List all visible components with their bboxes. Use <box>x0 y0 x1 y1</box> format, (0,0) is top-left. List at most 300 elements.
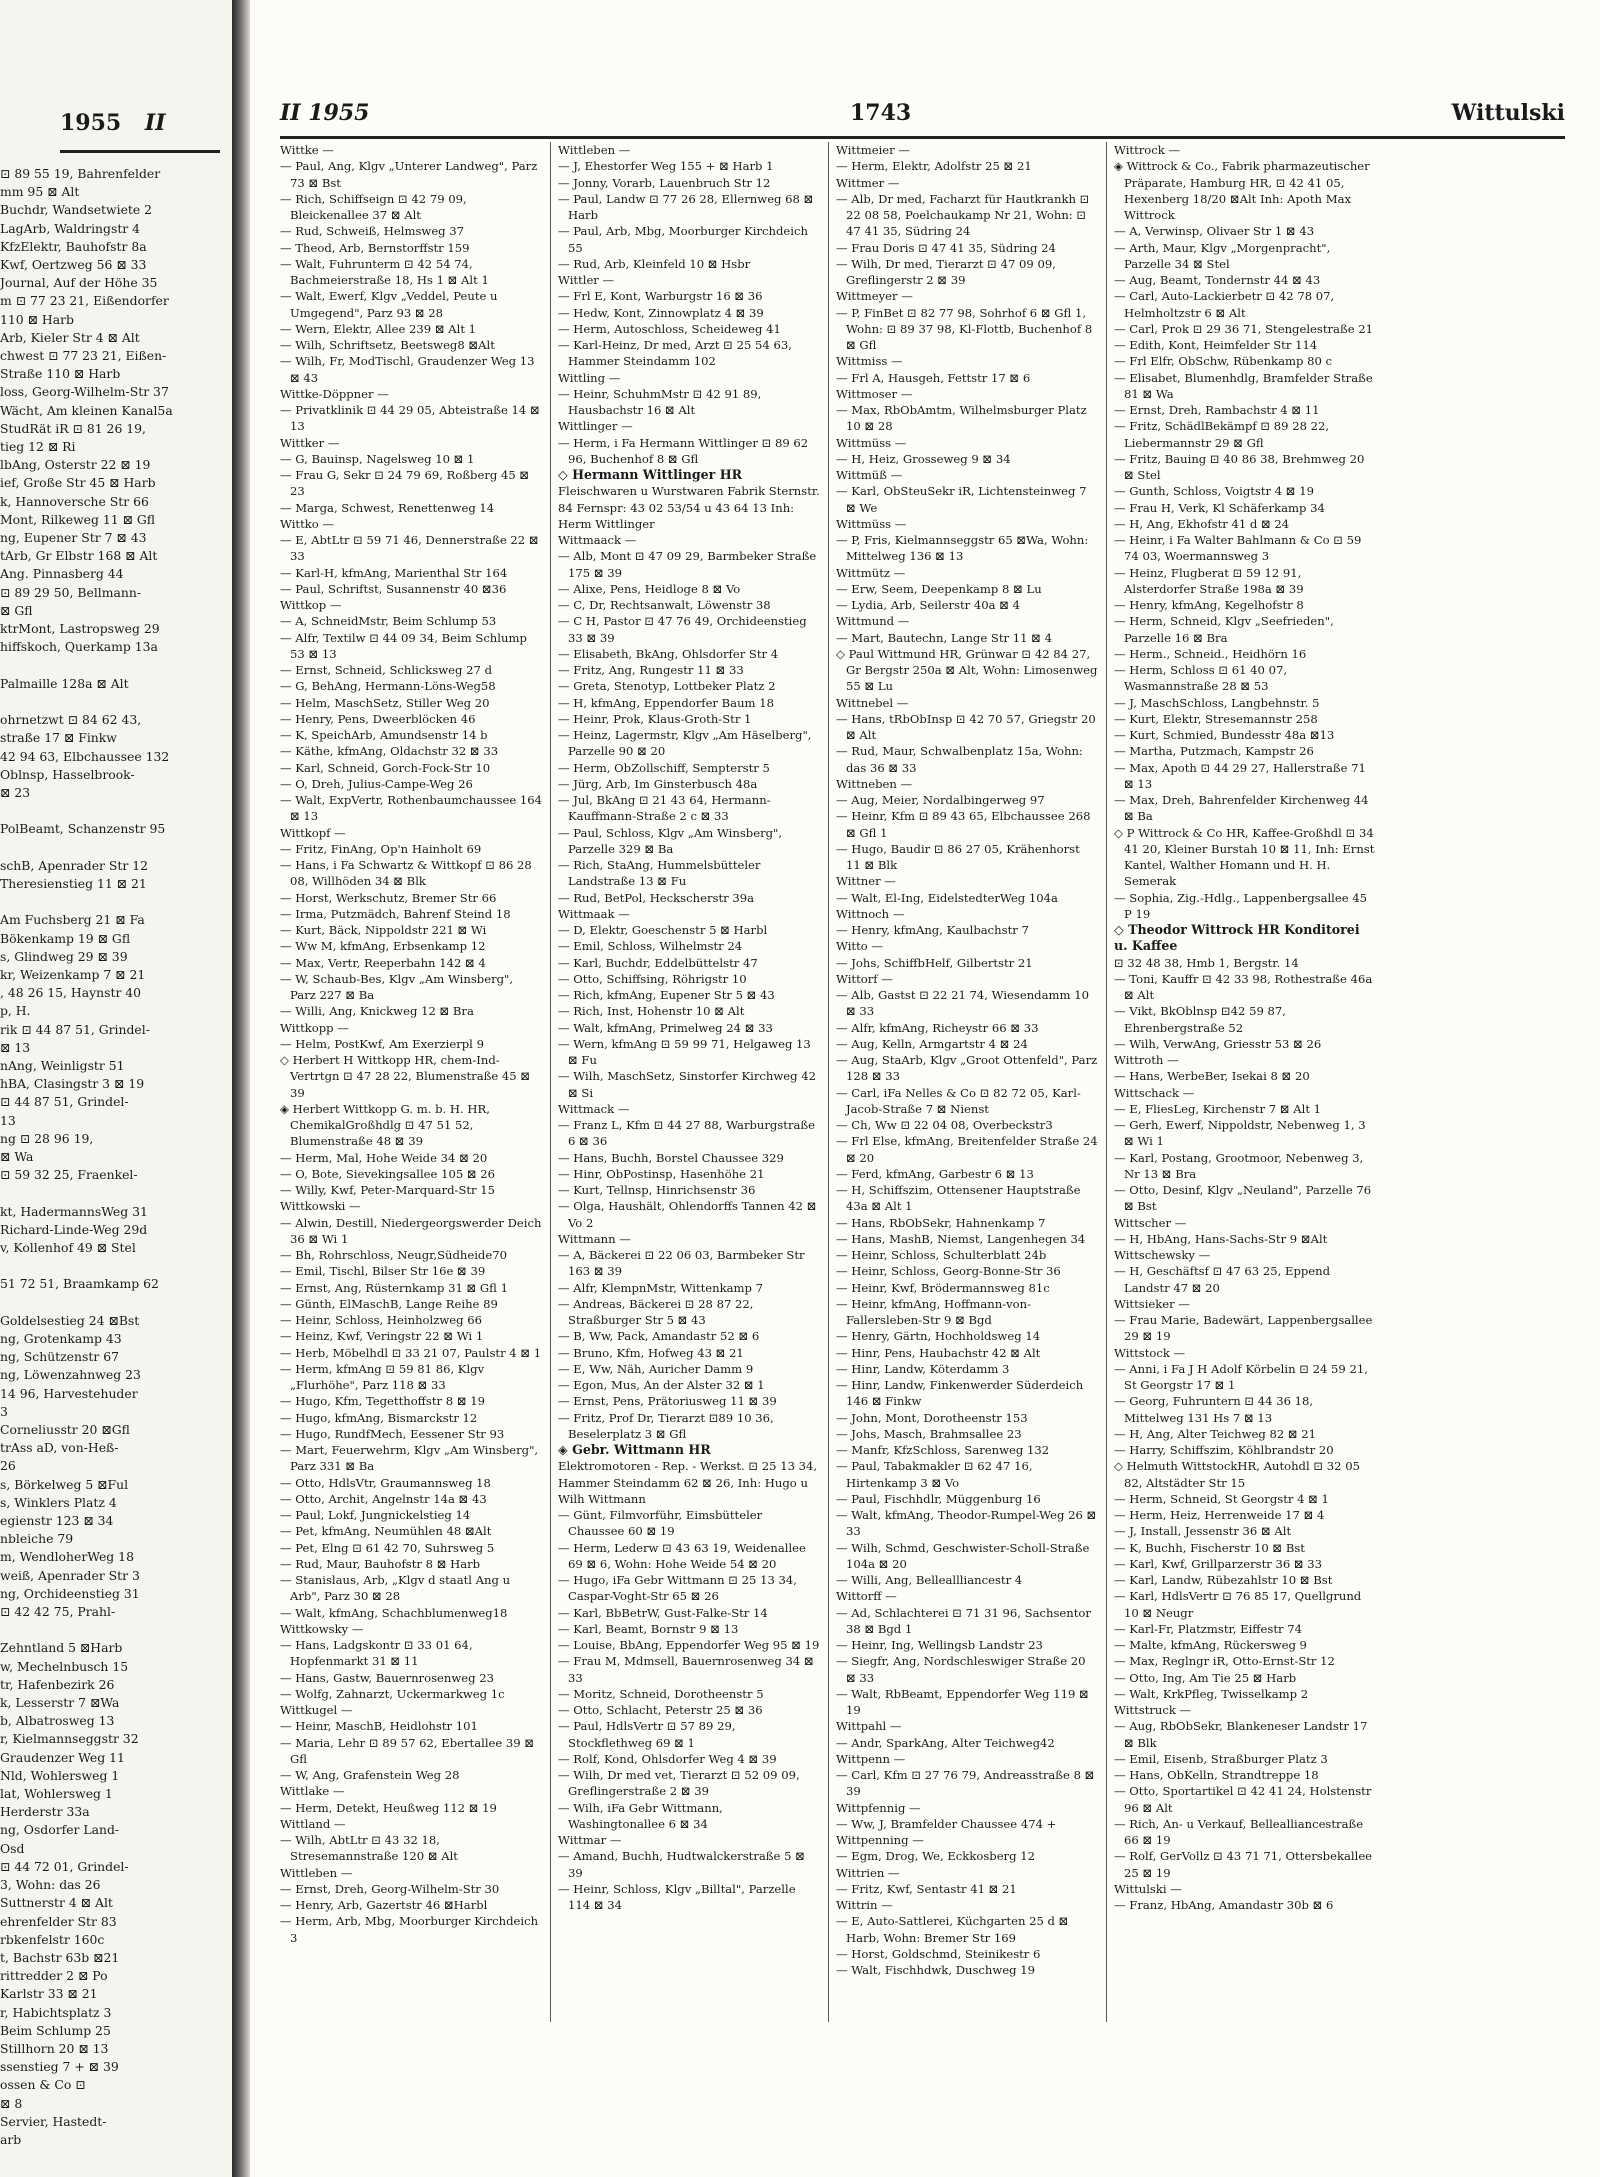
directory-entry: — Fritz, Kwf, Sentastr 41 ⊠ 21 <box>836 1881 1017 1896</box>
directory-entry: — Karl-H, kfmAng, Marienthal Str 164 <box>280 565 508 580</box>
directory-entry: — B, Ww, Pack, Amandastr 52 ⊠ 6 <box>558 1329 760 1344</box>
directory-entry: — Paul, Tabakmakler ⊡ 62 47 16, Hirtenkamp 3 ⊠ Vo <box>836 1459 1033 1490</box>
left-page-line: Corneliusstr 20 ⊠Gfl <box>0 1422 130 1438</box>
directory-entry: — Hugo, Baudir ⊡ 86 27 05, Krähenhorst 11 ⊠ Blk <box>836 841 1080 872</box>
left-page-line: ⊠ 13 <box>0 1039 31 1055</box>
left-page-line: Bökenkamp 19 ⊠ Gfl <box>0 930 131 946</box>
directory-entry: — Wilh, Schmd, Geschwister-Scholl-Straße 104a ⊠ 20 <box>836 1540 1090 1571</box>
directory-entry: — Henry, Arb, Gazertstr 46 ⊠Harbl <box>280 1898 488 1912</box>
directory-entry: — Walt, Fischhdwk, Duschweg 19 <box>836 1963 1036 1977</box>
surname-heading: Wittleben — <box>558 143 631 157</box>
directory-entry: — Lydia, Arb, Seilerstr 40a ⊠ 4 <box>836 598 1021 612</box>
directory-entry: — J, Install, Jessenstr 36 ⊠ Alt <box>1114 1524 1292 1539</box>
directory-entry: — Heinr, Schloss, Georg-Bonne-Str 36 <box>836 1264 1061 1279</box>
directory-entry: — Karl, Kwf, Grillparzerstr 36 ⊠ 33 <box>1114 1556 1323 1571</box>
directory-entry: — Gerh, Ewerf, Nippoldstr, Nebenweg 1, 3 ⊠ Wi 1 <box>1114 1118 1366 1149</box>
column-rule <box>1106 142 1107 2022</box>
business-advert-detail: Elektromotoren - Rep. - Werkst. ⊡ 25 13 34, Hammer Steindamm 62 ⊠ 26, Inh: Hugo u Wilh Wittmann <box>558 1459 818 1506</box>
directory-entry: — Herm, Autoschloss, Scheideweg 41 <box>558 321 781 336</box>
directory-entry: — Karl, Beamt, Bornstr 9 ⊠ 13 <box>558 1621 739 1636</box>
left-page-fragment <box>0 0 233 2177</box>
directory-entry: — Paul, Schloss, Klgv „Am Winsberg", Parzelle 329 ⊠ Ba <box>558 825 783 856</box>
directory-entry: — K, Buchh, Fischerstr 10 ⊠ Bst <box>1114 1540 1305 1555</box>
surname-heading: Wittmütz — <box>836 565 906 580</box>
directory-entry: — Max, Apoth ⊡ 44 29 27, Hallerstraße 71 ⊠ 13 <box>1114 760 1366 791</box>
directory-entry: — Hans, Ladgskontr ⊡ 33 01 64, Hopfenmarkt 31 ⊠ 11 <box>280 1638 473 1669</box>
surname-heading: Wittker — <box>280 435 340 450</box>
directory-entry: — Wilh, Schriftsetz, Beetsweg8 ⊠Alt <box>280 338 495 352</box>
left-page-column <box>0 165 222 2149</box>
surname-heading: Wittmoser — <box>836 386 913 401</box>
business-advert-title: ◇ Theodor Wittrock HR Konditorei u. Kaffee <box>1114 922 1360 954</box>
surname-heading: Wittmann — <box>558 1231 631 1246</box>
left-page-line: r, Kielmannseggstr 32 <box>0 1731 139 1747</box>
directory-entry: — Käthe, kfmAng, Oldachstr 32 ⊠ 33 <box>280 744 499 759</box>
surname-heading: Wittmaack — <box>558 533 637 547</box>
directory-entry: — Willy, Kwf, Peter-Marquard-Str 15 <box>280 1183 496 1197</box>
directory-entry: — Herm, Detekt, Heußweg 112 ⊠ 19 <box>280 1800 497 1815</box>
surname-heading: Wittmeier — <box>836 143 910 157</box>
directory-entry: — A, Bäckerei ⊡ 22 06 03, Barmbeker Str 163 ⊠ 39 <box>558 1248 805 1279</box>
directory-entry: — Fritz, Ang, Rungestr 11 ⊠ 33 <box>558 663 744 677</box>
directory-entry: — Jonny, Vorarb, Lauenbruch Str 12 <box>558 175 771 190</box>
directory-entry: — Hans, RbObSekr, Hahnenkamp 7 <box>836 1215 1046 1230</box>
surname-heading: Wittpenning — <box>836 1833 924 1847</box>
business-advert-title: ◈ Gebr. Wittmann HR <box>558 1442 711 1457</box>
left-page-line <box>0 693 222 711</box>
directory-entry: — Herm., Schneid., Heidhörn 16 <box>1114 646 1307 661</box>
directory-entry: — Herm, i Fa Hermann Wittlinger ⊡ 89 62 96, Buchenhof 8 ⊠ Gfl <box>558 435 809 466</box>
directory-entry: — Elisabet, Blumenhdlg, Bramfelder Straße 81 ⊠ Wa <box>1114 370 1373 401</box>
left-page-line: m ⊡ 77 23 21, Eißendorfer <box>0 293 169 309</box>
directory-entry: — Heinr, Schloss, Klgv „Billtal", Parzelle 114 ⊠ 34 <box>558 1881 796 1912</box>
directory-entry: — Anni, i Fa J H Adolf Körbelin ⊡ 24 59 21, St Georgstr 17 ⊠ 1 <box>1114 1361 1368 1392</box>
left-page-line: Kwf, Oertzweg 56 ⊠ 33 <box>0 257 147 273</box>
left-page-line: KfzElektr, Bauhofstr 8a <box>0 238 147 254</box>
directory-entry: — Heinr, Prok, Klaus-Groth-Str 1 <box>558 711 752 726</box>
directory-entry: — Wern, kfmAng ⊡ 59 99 71, Helgaweg 13 ⊠ Fu <box>558 1036 811 1067</box>
directory-entry: — Frau G, Sekr ⊡ 24 79 69, Roßberg 45 ⊠ 23 <box>280 468 530 499</box>
directory-entry: — Herm, Schloss ⊡ 61 40 07, Wasmannstraße 28 ⊠ 53 <box>1114 663 1288 694</box>
surname-heading: Wittmeyer — <box>836 289 913 304</box>
left-page-line: ⊡ 44 72 01, Grindel- <box>0 1858 129 1874</box>
directory-entry: — Wolfg, Zahnarzt, Uckermarkweg 1c <box>280 1686 505 1701</box>
directory-entry: — Ferd, kfmAng, Garbestr 6 ⊠ 13 <box>836 1166 1034 1181</box>
directory-entry: — Alb, Gastst ⊡ 22 21 74, Wiesendamm 10 ⊠ 33 <box>836 988 1089 1019</box>
directory-entry: — E, FliesLeg, Kirchenstr 7 ⊠ Alt 1 <box>1114 1101 1322 1116</box>
left-page-line: Herderstr 33a <box>0 1804 90 1820</box>
directory-entry: — Sophia, Zig.-Hdlg., Lappenbergsallee 45 P 19 <box>1114 890 1368 921</box>
left-page-line: hiffskoch, Querkamp 13a <box>0 639 158 655</box>
directory-entry: — Heinr, SchuhmMstr ⊡ 42 91 89, Hausbachstr 16 ⊠ Alt <box>558 386 762 417</box>
directory-entry: — Paul, Fischhdlr, Müggenburg 16 <box>836 1491 1041 1506</box>
directory-entry: ◇ Herbert H Wittkopp HR, chem-Ind-Vertrtgn ⊡ 47 28 22, Blumenstraße 45 ⊠ 39 <box>280 1053 531 1100</box>
left-page-line <box>0 893 222 911</box>
directory-entry: — Kurt, Bäck, Nippoldstr 221 ⊠ Wi <box>280 923 487 937</box>
left-page-line: Am Fuchsberg 21 ⊠ Fa <box>0 912 145 928</box>
surname-heading: Wittorf — <box>836 971 893 986</box>
left-page-line: s, Glindweg 29 ⊠ 39 <box>0 948 128 964</box>
left-page-line: Ang. Pinnasberg 44 <box>0 566 124 582</box>
directory-entry: — Hugo, iFa Gebr Wittmann ⊡ 25 13 34, Caspar-Voght-Str 65 ⊠ 26 <box>558 1573 797 1604</box>
left-page-line: hBA, Clasingstr 3 ⊠ 19 <box>0 1076 145 1092</box>
directory-entry: — J, MaschSchloss, Langbehnstr. 5 <box>1114 695 1320 710</box>
left-page-line: rbkenfelstr 160c <box>0 1931 105 1947</box>
surname-heading: Wittschewsky — <box>1114 1248 1211 1262</box>
left-page-line <box>0 839 222 857</box>
directory-entry: — Carl, Auto-Lackierbetr ⊡ 42 78 07, Helmholtzstr 6 ⊠ Alt <box>1114 289 1335 320</box>
directory-entry: — Frau Doris ⊡ 47 41 35, Südring 24 <box>836 240 1056 255</box>
directory-entry: — Maria, Lehr ⊡ 89 57 62, Ebertallee 39 ⊠ Gfl <box>280 1735 535 1766</box>
directory-entry: — Manfr, KfzSchloss, Sarenweg 132 <box>836 1443 1050 1457</box>
directory-entry: — Vikt, BkOblnsp ⊡42 59 87, Ehrenbergstraße 52 <box>1114 1004 1286 1035</box>
surname-heading: Wittleben — <box>280 1865 353 1880</box>
left-page-line: ⊠ 8 <box>0 2095 23 2111</box>
left-page-line: tr, Hafenbezirk 26 <box>0 1676 115 1692</box>
left-page-line: ng, Orchideenstieg 31 <box>0 1585 140 1601</box>
surname-heading: Wittlinger — <box>558 419 633 434</box>
left-page-line: Zehntland 5 ⊠Harb <box>0 1640 123 1656</box>
surname-heading: Wittling — <box>558 370 621 385</box>
directory-entry: — W, Schaub-Bes, Klgv „Am Winsberg", Parz 227 ⊠ Ba <box>280 971 514 1002</box>
left-page-line: , 48 26 15, Haynstr 40 <box>0 985 142 1001</box>
directory-entry: — Max, RbObAmtm, Wilhelmsburger Platz 10 ⊠ 28 <box>836 403 1087 434</box>
surname-heading: Wittstruck — <box>1114 1703 1192 1717</box>
directory-entry: — Emil, Schloss, Wilhelmstr 24 <box>558 939 743 954</box>
directory-entry: — Frl Else, kfmAng, Breitenfelder Straße 24 ⊠ 20 <box>836 1134 1098 1165</box>
directory-entry: — Jürg, Arb, Im Ginsterbusch 48a <box>558 776 758 791</box>
surname-heading: Wittnebel — <box>836 695 909 710</box>
directory-entry: — Harry, Schiffszim, Köhlbrandstr 20 <box>1114 1443 1334 1457</box>
surname-heading: Wittkugel — <box>280 1703 353 1717</box>
left-page-line: Nld, Wohlersweg 1 <box>0 1767 120 1783</box>
directory-entry: — Georg, Fuhruntern ⊡ 44 36 18, Mittelweg 131 Hs 7 ⊠ 13 <box>1114 1394 1314 1425</box>
directory-entry: — Andreas, Bäckerei ⊡ 28 87 22, Straßburger Str 5 ⊠ 43 <box>558 1296 754 1327</box>
directory-entry: — Karl, Schneid, Gorch-Fock-Str 10 <box>280 760 491 775</box>
surname-heading: Wittmer — <box>836 175 900 190</box>
directory-entry: — Rolf, Kond, Ohlsdorfer Weg 4 ⊠ 39 <box>558 1751 777 1766</box>
directory-entry: — E, Ww, Näh, Auricher Damm 9 <box>558 1361 754 1376</box>
surname-heading: Wittpfennig — <box>836 1800 921 1815</box>
directory-entry: — Alb, Mont ⊡ 47 09 29, Barmbeker Straße 175 ⊠ 39 <box>558 549 817 580</box>
directory-entry: — Hugo, Kfm, Tegetthoffstr 8 ⊠ 19 <box>280 1394 485 1409</box>
surname-heading: Wittroth — <box>1114 1053 1179 1067</box>
directory-entry: — H, Ang, Ekhofstr 41 d ⊠ 24 <box>1114 516 1290 531</box>
left-page-line <box>0 656 222 674</box>
directory-entry: — Hans, MashB, Niemst, Langenhegen 34 <box>836 1231 1086 1246</box>
directory-entry: — Herm, Schneid, St Georgstr 4 ⊠ 1 <box>1114 1491 1329 1506</box>
directory-entry: — Heinr, Ing, Wellingsb Landstr 23 <box>836 1638 1043 1652</box>
directory-entry: — Henry, kfmAng, Kaulbachstr 7 <box>836 923 1029 937</box>
directory-entry: — K, SpeichArb, Amundsenstr 14 b <box>280 728 488 742</box>
directory-entry: — Hinr, Landw, Finkenwerder Süderdeich 146 ⊠ Finkw <box>836 1378 1084 1409</box>
directory-entry: — Rich, kfmAng, Eupener Str 5 ⊠ 43 <box>558 988 775 1002</box>
directory-entry: — Walt, Fuhrunterm ⊡ 42 54 74, Bachmeierstraße 18, Hs 1 ⊠ Alt 1 <box>280 256 489 287</box>
directory-entry: — Herm, Schneid, Klgv „Seefrieden", Parzelle 16 ⊠ Bra <box>1114 614 1334 645</box>
directory-entry: — Hans, Buchh, Borstel Chaussee 329 <box>558 1150 784 1165</box>
page-header-keyword: Wittulski <box>1451 100 1565 126</box>
directory-entry: — Wilh, Dr med vet, Tierarzt ⊡ 52 09 09, Greflingerstraße 2 ⊠ 39 <box>558 1768 800 1799</box>
directory-entry: — Ch, Ww ⊡ 22 04 08, Overbeckstr3 <box>836 1118 1053 1132</box>
directory-entry: — Jul, BkAng ⊡ 21 43 64, Hermann-Kauffmann-Straße 2 c ⊠ 33 <box>558 793 771 824</box>
directory-entry: — Karl, HdlsVertr ⊡ 76 85 17, Quellgrund 10 ⊠ Neugr <box>1114 1589 1362 1620</box>
left-page-line: Graudenzer Weg 11 <box>0 1749 125 1765</box>
directory-entry: — Hans, tRbObInsp ⊡ 42 70 57, Griegstr 20 ⊠ Alt <box>836 711 1096 742</box>
directory-entry: — Johs, SchiffbHelf, Gilbertstr 21 <box>836 955 1033 970</box>
directory-entry: — Karl, Landw, Rübezahlstr 10 ⊠ Bst <box>1114 1573 1333 1587</box>
directory-entry: — Otto, Desinf, Klgv „Neuland", Parzelle 76 ⊠ Bst <box>1114 1183 1372 1214</box>
left-page-line: PolBeamt, Schanzenstr 95 <box>0 821 166 837</box>
directory-entry: — Rich, Inst, Hohenstr 10 ⊠ Alt <box>558 1004 745 1019</box>
directory-entry: — D, Elektr, Goeschenstr 5 ⊠ Harbl <box>558 923 768 937</box>
surname-heading: Wittlake — <box>280 1784 345 1799</box>
directory-entry: — John, Mont, Dorotheenstr 153 <box>836 1410 1028 1425</box>
directory-entry: — Ww M, kfmAng, Erbsenkamp 12 <box>280 939 486 954</box>
directory-entry: — Alfr, kfmAng, Richeystr 66 ⊠ 33 <box>836 1020 1039 1035</box>
directory-entry: — Ernst, Schneid, Schlicksweg 27 d <box>280 663 492 677</box>
left-page-line: LagArb, Waldringstr 4 <box>0 220 141 236</box>
directory-entry: — Arth, Maur, Klgv „Morgenpracht", Parzelle 34 ⊠ Stel <box>1114 240 1331 271</box>
directory-entry: — Frl Elfr, ObSchw, Rübenkamp 80 c <box>1114 354 1333 369</box>
directory-entry: — Otto, Schiffsing, Röhrigstr 10 <box>558 971 747 986</box>
directory-entry: — Greta, Stenotyp, Lottbeker Platz 2 <box>558 679 776 694</box>
column-rule <box>550 142 551 2022</box>
surname-heading: Witto — <box>836 939 883 954</box>
directory-entry: — Heinr, i Fa Walter Bahlmann & Co ⊡ 59 74 03, Woermannsweg 3 <box>1114 533 1362 564</box>
directory-entry: — Heinz, Flugberat ⊡ 59 12 91, Alsterdorfer Straße 198a ⊠ 39 <box>1114 565 1304 596</box>
directory-entry: — Paul, Schriftst, Susannenstr 40 ⊠36 <box>280 581 507 596</box>
left-page-line: Buchdr, Wandsetwiete 2 <box>0 202 153 218</box>
directory-entry: — Irma, Putzmädch, Bahrenf Steind 18 <box>280 906 511 921</box>
column-rule <box>828 142 829 2022</box>
surname-heading: Wittkowski — <box>280 1199 361 1214</box>
directory-entry: — Walt, kfmAng, Theodor-Rumpel-Weg 26 ⊠ 33 <box>836 1508 1097 1539</box>
directory-entry: — Walt, Ewerf, Klgv „Veddel, Peute u Umgegend", Parz 93 ⊠ 28 <box>280 289 498 320</box>
left-page-line: nAng, Weinligstr 51 <box>0 1057 125 1073</box>
directory-entry: — P, Fris, Kielmannseggstr 65 ⊠Wa, Wohn: Mittelweg 136 ⊠ 13 <box>836 533 1089 564</box>
directory-entry: — H, kfmAng, Eppendorfer Baum 18 <box>558 695 774 710</box>
left-page-line: ⊡ 59 32 25, Fraenkel- <box>0 1167 138 1183</box>
directory-entry: — Herm, Elektr, Adolfstr 25 ⊠ 21 <box>836 159 1032 174</box>
directory-entry: ◇ Helmuth WittstockHR, Autohdl ⊡ 32 05 82, Altstädter Str 15 <box>1114 1459 1360 1490</box>
surname-heading: Wittrock — <box>1114 143 1181 157</box>
business-advert-detail: ⊡ 32 48 38, Hmb 1, Bergstr. 14 <box>1114 955 1299 970</box>
surname-heading: Wittmüss — <box>836 435 907 450</box>
surname-heading: Wittmack — <box>558 1101 630 1116</box>
directory-entry: — Wilh, iFa Gebr Wittmann, Washingtonallee 6 ⊠ 34 <box>558 1800 723 1831</box>
left-page-line: Richard-Linde-Weg 29d <box>0 1221 148 1237</box>
directory-entry: — Rud, Schweiß, Helmsweg 37 <box>280 224 465 239</box>
directory-entry: — Kurt, Schmied, Bundesstr 48a ⊠13 <box>1114 728 1335 742</box>
directory-entry: — Franz, HbAng, Amandastr 30b ⊠ 6 <box>1114 1898 1334 1912</box>
directory-entry: — J, Ehestorfer Weg 155 + ⊠ Harb 1 <box>558 159 774 174</box>
directory-entry: — Ernst, Dreh, Georg-Wilhelm-Str 30 <box>280 1881 500 1896</box>
directory-entry: — Horst, Goldschmd, Steinikestr 6 <box>836 1946 1041 1961</box>
left-page-line: ng, Grotenkamp 43 <box>0 1331 122 1346</box>
directory-entry: — Egm, Drog, We, Eckkosberg 12 <box>836 1849 1035 1864</box>
directory-entry: — C, Dr, Rechtsanwalt, Löwenstr 38 <box>558 598 771 612</box>
left-page-line: Wächt, Am kleinen Kanal5a <box>0 402 173 418</box>
left-page-line: ⊡ 89 55 19, Bahrenfelder <box>0 166 161 181</box>
directory-entry: — Heinr, Kwf, Brödermannsweg 81c <box>836 1280 1050 1295</box>
directory-entry: — Paul, Ang, Klgv „Unterer Landweg", Parz 73 ⊠ Bst <box>280 159 538 190</box>
left-page-line: schB, Apenrader Str 12 <box>0 857 148 873</box>
surname-heading: Wittorff — <box>836 1589 897 1604</box>
directory-entry: — Karl-Fr, Platzmstr, Eiffestr 74 <box>1114 1621 1302 1636</box>
directory-entry: — Andr, SparkAng, Alter Teichweg42 <box>836 1735 1055 1750</box>
surname-heading: Wittmar — <box>558 1833 622 1847</box>
left-page-line <box>0 1257 222 1275</box>
directory-entry: — A, SchneidMstr, Beim Schlump 53 <box>280 614 497 629</box>
directory-entry: — Frl E, Kont, Warburgstr 16 ⊠ 36 <box>558 289 763 304</box>
left-page-line <box>0 1184 222 1202</box>
directory-entry: — Rud, Arb, Kleinfeld 10 ⊠ Hsbr <box>558 256 751 271</box>
main-page <box>250 0 1600 2177</box>
directory-entry: — Edith, Kont, Heimfelder Str 114 <box>1114 338 1318 352</box>
directory-entry: — Mart, Feuerwehrm, Klgv „Am Winsberg", Parz 331 ⊠ Ba <box>280 1443 539 1474</box>
directory-entry: — Frau H, Verk, Kl Schäferkamp 34 <box>1114 500 1325 515</box>
directory-entry: ◈ Herbert Wittkopp G. m. b. H. HR, ChemikalGroßhdlg ⊡ 47 51 52, Blumenstraße 48 ⊠ 39 <box>280 1101 490 1149</box>
directory-entry: — Hans, Gastw, Bauernrosenweg 23 <box>280 1670 495 1685</box>
left-page-line: 42 94 63, Elbchaussee 132 <box>0 748 170 764</box>
directory-entry: — Toni, Kauffr ⊡ 42 33 98, Rothestraße 46a ⊠ Alt <box>1114 971 1373 1002</box>
directory-entry: — Wilh, AbtLtr ⊡ 43 32 18, Stresemannstraße 120 ⊠ Alt <box>280 1833 458 1864</box>
left-page-line: Goldelsestieg 24 ⊠Bst <box>0 1312 140 1328</box>
surname-heading: Wittrien — <box>836 1865 900 1880</box>
surname-heading: Wittsieker — <box>1114 1296 1190 1311</box>
directory-entry: — Bh, Rohrschloss, Neugr,Südheide70 <box>280 1248 507 1262</box>
left-page-line: rittredder 2 ⊠ Po <box>0 1968 108 1984</box>
directory-entry: — Kurt, Elektr, Stresemannstr 258 <box>1114 711 1318 726</box>
directory-entry: — G, Bauinsp, Nagelsweg 10 ⊠ 1 <box>280 451 475 466</box>
directory-entry: — Carl, iFa Nelles & Co ⊡ 82 72 05, Karl-Jacob-Straße 7 ⊠ Nienst <box>836 1085 1081 1116</box>
left-page-header <box>60 110 220 153</box>
directory-entry: — Max, Vertr, Reeperbahn 142 ⊠ 4 <box>280 955 486 970</box>
left-page-line: ng, Eupener Str 7 ⊠ 43 <box>0 530 147 546</box>
surname-heading: Wittkop — <box>280 598 342 612</box>
directory-entry: — Rud, Maur, Schwalbenplatz 15a, Wohn: das 36 ⊠ 33 <box>836 744 1083 775</box>
directory-entry: — Karl, Postang, Grootmoor, Nebenweg 3, Nr 13 ⊠ Bra <box>1114 1150 1364 1181</box>
left-page-line: r, Habichtsplatz 3 <box>0 2004 112 2020</box>
directory-entry: — Karl-Heinz, Dr med, Arzt ⊡ 25 54 63, Hammer Steindamm 102 <box>558 338 792 369</box>
directory-entry: — Ad, Schlachterei ⊡ 71 31 96, Sachsentor 38 ⊠ Bgd 1 <box>836 1605 1091 1636</box>
directory-column-3 <box>836 142 1098 2032</box>
left-page-line: ⊠ 23 <box>0 784 31 800</box>
directory-column-4 <box>1114 142 1376 2032</box>
directory-entry: — Hans, ObKelln, Strandtreppe 18 <box>1114 1768 1319 1782</box>
directory-entry: — Karl, BbBetrW, Gust-Falke-Str 14 <box>558 1605 768 1620</box>
left-page-line: ⊡ 42 42 75, Prahl- <box>0 1604 116 1620</box>
book-gutter <box>232 0 250 2177</box>
directory-entry: — Paul, Lokf, Jungnickelstieg 14 <box>280 1508 471 1522</box>
surname-heading: Wittscher — <box>1114 1215 1187 1230</box>
directory-entry: — Stanislaus, Arb, „Klgv d staatl Ang u Arb", Parz 30 ⊠ 28 <box>280 1573 511 1604</box>
directory-entry: ◇ Paul Wittmund HR, Grünwar ⊡ 42 84 27, Gr Bergstr 250a ⊠ Alt, Wohn: Limosenweg 55 ⊠ Lu <box>836 646 1098 694</box>
surname-heading: Wittmund — <box>836 614 910 629</box>
surname-heading: Wittrin — <box>836 1898 893 1912</box>
directory-entry: — Herm, Heiz, Herrenweide 17 ⊠ 4 <box>1114 1508 1325 1522</box>
directory-entry: — Otto, HdlsVtr, Graumannsweg 18 <box>280 1475 491 1490</box>
directory-entry: — Karl, ObSteuSekr iR, Lichtensteinweg 7 ⊠ We <box>836 484 1087 515</box>
directory-entry: — Egon, Mus, An der Alster 32 ⊠ 1 <box>558 1378 765 1392</box>
left-page-line: rik ⊡ 44 87 51, Grindel- <box>0 1021 150 1037</box>
directory-entry: — Otto, Ing, Am Tie 25 ⊠ Harb <box>1114 1670 1297 1685</box>
left-page-line: weiß, Apenrader Str 3 <box>0 1567 140 1583</box>
directory-entry: — Herm, kfmAng ⊡ 59 81 86, Klgv „Flurhöhe", Parz 118 ⊠ 33 <box>280 1361 485 1392</box>
directory-entry: — Helm, MaschSetz, Stiller Weg 20 <box>280 695 490 710</box>
left-page-line: ief, Große Str 45 ⊠ Harb <box>0 475 156 491</box>
left-page-line: chwest ⊡ 77 23 21, Eißen- <box>0 348 167 364</box>
directory-entry: — Max, Reglngr iR, Otto-Ernst-Str 12 <box>1114 1654 1335 1669</box>
left-page-line: ktrMont, Lastropsweg 29 <box>0 621 160 637</box>
directory-entry: — C H, Pastor ⊡ 47 76 49, Orchideenstieg 33 ⊠ 39 <box>558 614 807 645</box>
directory-entry: ◇ P Wittrock & Co HR, Kaffee-Großhdl ⊡ 34 41 20, Kleiner Burstah 10 ⊠ 11, Inh: Ernst Kantel, Walther Homann und H. H. Semerak <box>1114 825 1375 889</box>
left-page-line: 51 72 51, Braamkamp 62 <box>0 1276 159 1292</box>
directory-entry: — Wilh, Dr med, Tierarzt ⊡ 47 09 09, Greflingerstr 2 ⊠ 39 <box>836 256 1056 287</box>
directory-entry: — Elisabeth, BkAng, Ohlsdorfer Str 4 <box>558 646 779 661</box>
directory-entry: — Kurt, Tellnsp, Hinrichsenstr 36 <box>558 1183 756 1197</box>
directory-entry: — Otto, Schlacht, Peterstr 25 ⊠ 36 <box>558 1703 763 1717</box>
left-page-roman: II <box>144 110 166 136</box>
left-page-line <box>0 1621 222 1639</box>
left-page-line: egienstr 123 ⊠ 34 <box>0 1513 114 1529</box>
directory-entry: — Rich, StaAng, Hummelsbütteler Landstraße 13 ⊠ Fu <box>558 858 761 889</box>
left-page-line: trAss aD, von-Heß- <box>0 1440 119 1456</box>
business-advert-title: ◇ Hermann Wittlinger HR <box>558 467 743 482</box>
surname-heading: Wittke — <box>280 143 334 157</box>
left-page-line: mm 95 ⊠ Alt <box>0 184 80 200</box>
directory-entry: — Aug, StaArb, Klgv „Groot Ottenfeld", Parz 128 ⊠ 33 <box>836 1053 1098 1084</box>
directory-entry: — Walt, kfmAng, Primelweg 24 ⊠ 33 <box>558 1020 773 1035</box>
surname-heading: Wittmüß — <box>836 468 903 482</box>
directory-entry: — Alfr, KlempnMstr, Wittenkamp 7 <box>558 1280 764 1295</box>
directory-entry: — Aug, Beamt, Tondernstr 44 ⊠ 43 <box>1114 273 1321 287</box>
directory-entry: — Hinr, Pens, Haubachstr 42 ⊠ Alt <box>836 1345 1041 1360</box>
directory-entry: — Paul, Arb, Mbg, Moorburger Kirchdeich 55 <box>558 224 808 255</box>
left-page-line: loss, Georg-Wilhelm-Str 37 <box>0 384 169 400</box>
left-page-line <box>0 802 222 820</box>
directory-entry: — Herm, Arb, Mbg, Moorburger Kirchdeich 3 <box>280 1914 539 1945</box>
directory-entry: — H, Schiffszim, Ottensener Hauptstraße 43a ⊠ Alt 1 <box>836 1183 1081 1214</box>
left-page-line: tieg 12 ⊠ Ri <box>0 439 76 455</box>
directory-entry: — H, Heiz, Grosseweg 9 ⊠ 34 <box>836 451 1011 466</box>
directory-entry: — Rolf, GerVollz ⊡ 43 71 71, Ottersbekallee 25 ⊠ 19 <box>1114 1849 1373 1880</box>
directory-entry: — Helm, PostKwf, Am Exerzierpl 9 <box>280 1036 484 1051</box>
left-page-line: ⊡ 89 29 50, Bellmann- <box>0 584 142 600</box>
directory-entry: — Max, Dreh, Bahrenfelder Kirchenweg 44 ⊠ Ba <box>1114 793 1369 824</box>
left-page-line: straße 17 ⊠ Finkw <box>0 730 117 746</box>
directory-entry: — Hans, i Fa Schwartz & Wittkopf ⊡ 86 28 08, Willhöden 34 ⊠ Blk <box>280 858 532 889</box>
surname-heading: Wittulski — <box>1114 1881 1182 1896</box>
left-page-line: ng, Schützenstr 67 <box>0 1349 119 1365</box>
directory-entry: — E, AbtLtr ⊡ 59 71 46, Dennerstraße 22 ⊠ 33 <box>280 533 539 564</box>
directory-entry: — Henry, Gärtn, Hochholdsweg 14 <box>836 1329 1041 1344</box>
directory-entry: — Herm, ObZollschiff, Sempterstr 5 <box>558 760 770 775</box>
directory-entry: — Fritz, Bauing ⊡ 40 86 38, Brehmweg 20 ⊠ Stel <box>1114 451 1365 482</box>
left-page-line: arb <box>0 2131 22 2147</box>
directory-column-2 <box>558 142 820 2032</box>
directory-entry: — Ernst, Ang, Rüsternkamp 31 ⊠ Gfl 1 <box>280 1280 508 1295</box>
directory-entry: — Heinr, Kfm ⊡ 89 43 65, Elbchaussee 268 ⊠ Gfl 1 <box>836 809 1091 840</box>
left-page-line: t, Bachstr 63b ⊠21 <box>0 1949 120 1965</box>
directory-entry: — Fritz, Prof Dr, Tierarzt ⊡89 10 36, Beselerplatz 3 ⊠ Gfl <box>558 1410 774 1441</box>
directory-entry: — Aug, RbObSekr, Blankeneser Landstr 17 ⊠ Blk <box>1114 1719 1368 1750</box>
directory-entry: — Paul, HdlsVertr ⊡ 57 89 29, Stockflethweg 69 ⊠ 1 <box>558 1719 736 1750</box>
left-page-line: s, Winklers Platz 4 <box>0 1494 117 1510</box>
left-page-line: ⊠ Gfl <box>0 602 33 618</box>
directory-entry: — Hinr, ObPostinsp, Hasenhöhe 21 <box>558 1166 765 1181</box>
directory-entry: — Günth, ElMaschB, Lange Reihe 89 <box>280 1296 498 1311</box>
